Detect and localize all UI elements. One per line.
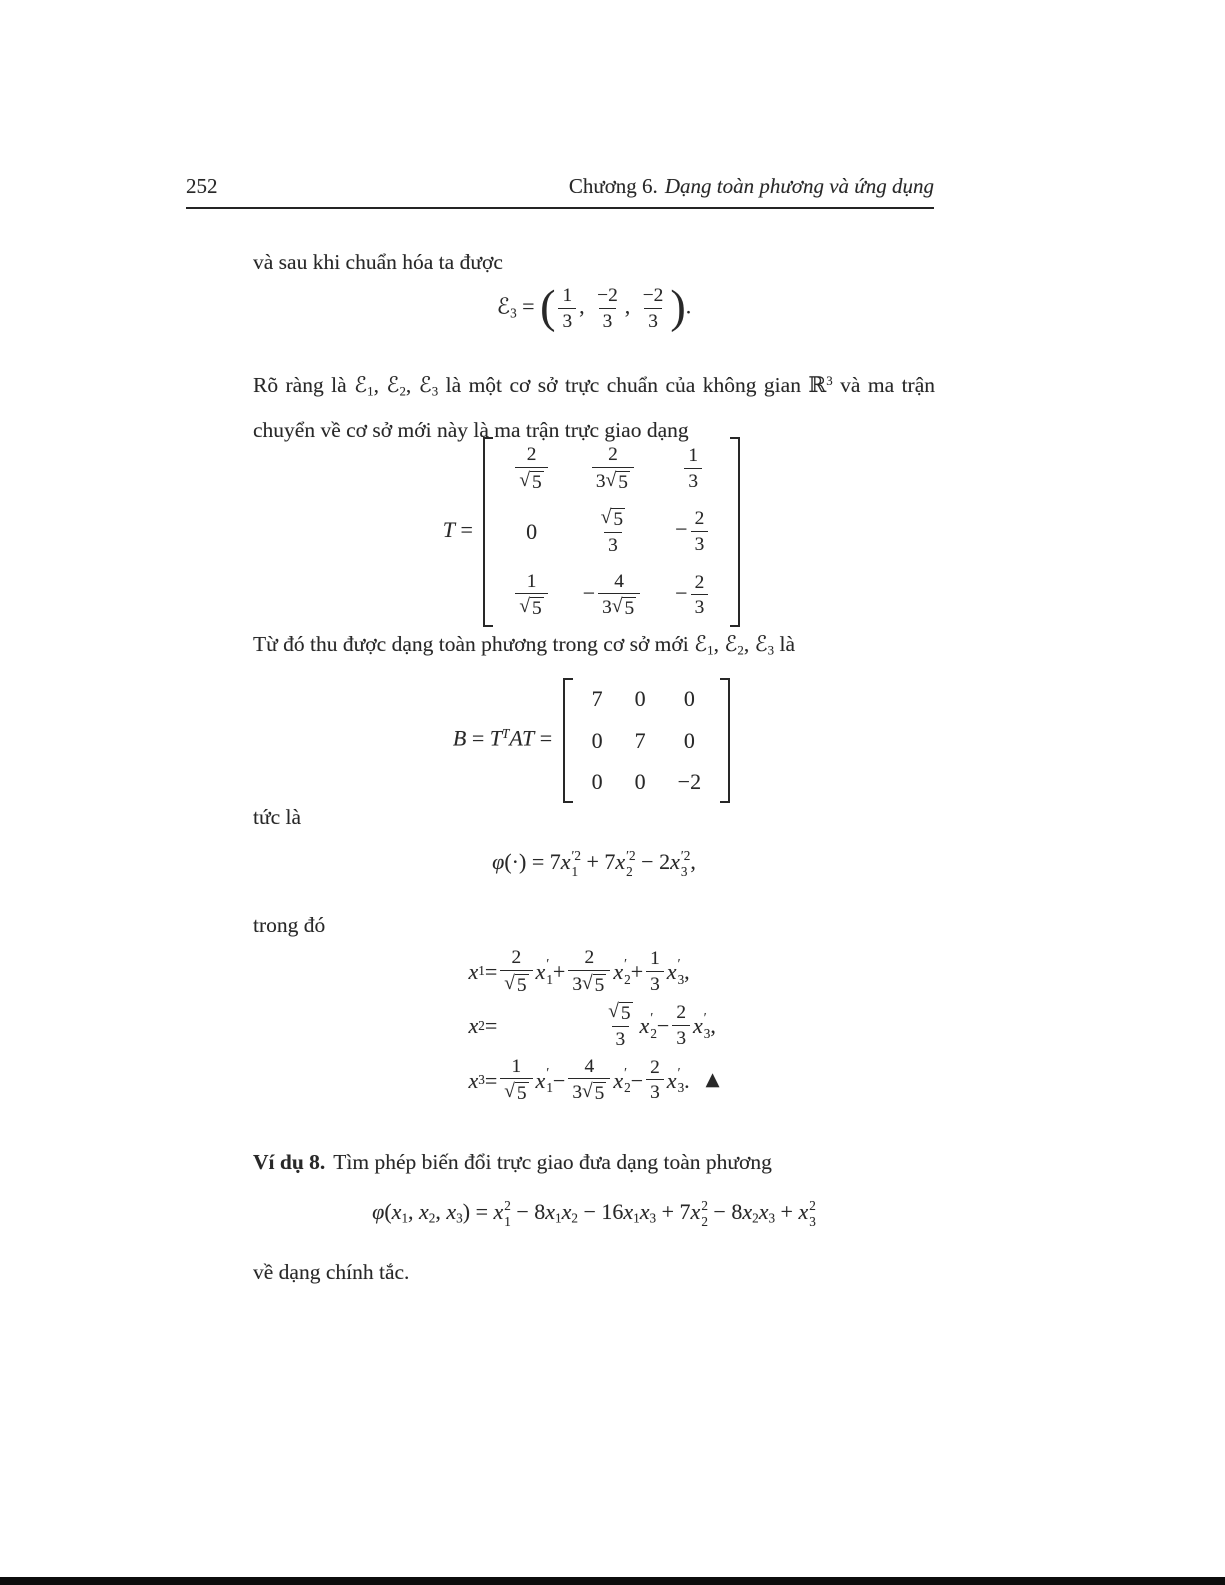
equation-diagonal-matrix: $B = T^TAT$ = 7 0 0 0 7 0 0 0 −2 — [253, 678, 935, 803]
page-header — [186, 174, 934, 209]
paragraph-basis: Rõ ràng là ℰ1, ℰ2, ℰ3 là một cơ sở trực chuẩn của không gian ℝ$^3$ và ma trận chuyển về cơ sở mới này là ma trận trực giao dạng — [253, 373, 935, 442]
paragraph-example-8 — [253, 1143, 935, 1181]
equation-transition-matrix: T = 2 √ 5 2 3 √ 5 $\frac{1}{3}$ 0 √ 5 3 − $\frac{2}{3}$ 1 √ 5 − 4 3 √ 5 − $\frac{2}{3}$ — [253, 437, 935, 627]
equation-x2: x 2 = √ 5 3 x ′ 2 − $\frac{2}{3}$ x ′ 3 , — [468, 1001, 716, 1051]
equation-substitution-system — [253, 942, 935, 1110]
example-8-text: Tìm phép biến đổi trực giao đưa dạng toàn phương — [333, 1150, 772, 1174]
example-8-label: Ví dụ 8. — [253, 1150, 326, 1174]
equation-e3-normalized: ℰ3 = ( $\frac{1}{3}$ , $\frac{-2}{3}$ , $\frac{-2}{3}$ ). — [496, 280, 692, 332]
paragraph-intro: và sau khi chuẩn hóa ta được — [253, 250, 503, 274]
equation-canonical-form: φ(·) = 7x ′2 1 + 7x ′2 2 − 2x ′2 3 , — [492, 848, 696, 879]
chapter-running-head — [569, 174, 934, 199]
paragraph-trong-do: trong đó — [253, 913, 326, 937]
paragraph-ve-dang: về dạng chính tắc. — [253, 1260, 410, 1284]
substitution-system-lines — [468, 942, 719, 1110]
equation-example-8-form: φ(x1, x2, x3) = x 2 1 − 8x1x2 − 16x1x3 + 7x 2 2 − 8x2x3 + x 2 3 — [372, 1198, 816, 1229]
chapter-title: Dạng toàn phương và ứng dụng — [664, 174, 934, 198]
equation-x3: x 3 = 1 √ 5 x ′ 1 − 4 3 √ 5 x ′ 2 − $\frac{2}{3}$ x ′ 3 . ▲ — [468, 1055, 720, 1105]
paragraph-tuc-la: tức là — [253, 805, 302, 829]
equation-x1: x 1 = 2 √ 5 x ′ 1 + 2 3 √ 5 x ′ 2 + $\frac{1}{3}$ x ′ 3 , — [468, 947, 690, 996]
chapter-number: Chương 6. — [568, 174, 658, 198]
paragraph-new-basis: Từ đó thu được dạng toàn phương trong cơ sở mới ℰ1, ℰ2, ℰ3 là — [253, 632, 795, 658]
page-number: 252 — [186, 174, 218, 198]
scan-edge-bar — [0, 1577, 1225, 1585]
